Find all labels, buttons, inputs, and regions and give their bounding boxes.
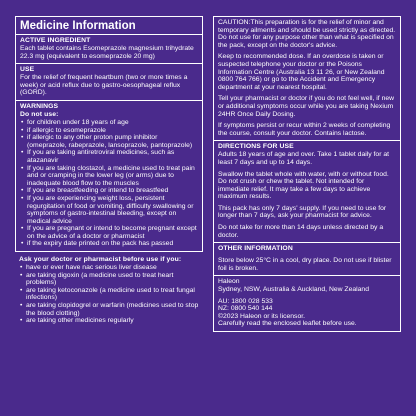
warnings-heading: WARNINGS [20,102,59,110]
leaflet-note: Carefully read the enclosed leaflet before use. [218,320,357,328]
directions-heading: DIRECTIONS FOR USE [218,143,294,151]
company-section [214,276,400,331]
nz-phone: NZ: 0800 540 144 [218,305,273,313]
caution-paragraph: CAUTION:This preparation is for the relief of minor and temporary ailments and should be used strictly as directed. Do not use for any purpose other than what is specified on the pack, except on the doctor's advice. [218,19,396,49]
list-item: • if the expiry date printed on the pack has passed [20,240,198,248]
list-item: • If you are pregnant or intend to become pregnant except on the advice of a doctor or pharmacist [20,225,198,240]
other-information-text: Store below 25°C in a cool, dry place. Do not use if blister foil is broken. [218,257,392,272]
right-box [213,16,401,332]
list-item: • If you are taking antiretroviral medicines, such as atazanavir [20,149,198,164]
left-box [15,16,203,252]
warnings-section [16,101,202,251]
list-item: • are taking ketoconazole (a medicine used to treat fungal infections) [19,287,199,302]
warnings-subheading: Do not use: [20,110,59,118]
list-item: • have or ever have nac serious liver disease [19,264,199,272]
directions-paragraph: Swallow the tablet whole with water, with or without food. Do not crush or chew the tablet. Not intended for immediate relief. It may take a few days to achieve maximum results. [218,170,389,201]
list-item: • are taking clopidogrel or warfarin (medicines used to stop the blood clotting) [19,302,199,317]
list-item: • are taking other medicines regularly [19,317,199,325]
list-item: • If you are experiencing weight loss, persistent regurgitation of food or vomiting, difficulty swallowing or symptoms of gastro-intestinal bleeding, except on medical advice [20,195,198,225]
directions-section [214,141,400,242]
directions-paragraph: Adults 18 years of age and over. Take 1 tablet daily for at least 7 days and up to 14 days. [218,151,390,166]
other-information-heading: OTHER INFORMATION [218,245,293,253]
au-phone: AU: 1800 028 533 [218,297,273,305]
use-heading: USE [20,66,35,74]
overdose-paragraph: Keep to recommended dose. If an overdose is taken or suspected telephone your doctor or the Poisons Information Centre (Australia 13 11 26, or New Zealand 0800 764 766) or go to the Accident and Emergency department at your nearest hospital. [218,53,385,91]
ask-section [15,252,203,325]
page-title: Medicine Information [20,20,136,32]
company-name: Haleon [218,278,240,286]
active-ingredient-text: Each tablet contains Esomeprazole magnesium trihydrate 22.3 mg (equivalent to esomeprazole 20 mg) [20,45,194,60]
directions-paragraph: This pack has only 7 days' supply. If you need to use for longer than 7 days, ask your pharmacist for advice. [218,204,387,220]
list-item: • for children under 18 years of age [20,119,198,127]
right-column [213,16,401,332]
active-ingredient-heading: ACTIVE INGREDIENT [20,37,91,44]
directions-paragraph: Do not take for more than 14 days unless directed by a doctor. [218,224,384,239]
other-information-section [214,243,400,275]
list-item: • are taking digoxin (a medicine used to treat heart problems) [19,272,199,287]
tell-pharmacist-paragraph: Tell your pharmacist or doctor if you do not feel well, if new or additional symptoms occur while you are taking Nexium 24HR Once Daily Dosing. [218,95,395,118]
caution-section [214,17,400,140]
copyright: ©2023 Haleon or its licensor. [218,312,305,320]
list-item: • if allergic to any other proton pump inhibitor (omeprazole, rabeprazole, lansoprazole, pantoprazole) [20,134,198,149]
use-text: For the relief of frequent heartburn (two or more times a week) or acid reflux due to gastro-oesophageal reflux (GORD). [20,74,188,97]
use-section [16,64,202,100]
list-item: • If you are taking clostazol, a medicine used to treat pain and or cramping in the lower leg (or arms) due to inadequate blood flow to the muscles [20,165,198,188]
left-column [15,16,203,325]
warnings-list [20,119,198,248]
active-ingredient-section [16,35,202,63]
company-location: Sydney, NSW, Australia & Auckland, New Zealand [218,286,369,294]
ask-heading: Ask your doctor or pharmacist before use if you: [19,256,182,264]
symptoms-paragraph: If symptoms persist or recur within 2 weeks of completing the course, consult your doctor. Contains lactose. [218,122,391,137]
ask-list [19,264,199,325]
list-item: • if allergic to esomeprazole [20,127,198,135]
list-item: • If you are breastfeeding or intend to breastfeed [20,187,198,195]
